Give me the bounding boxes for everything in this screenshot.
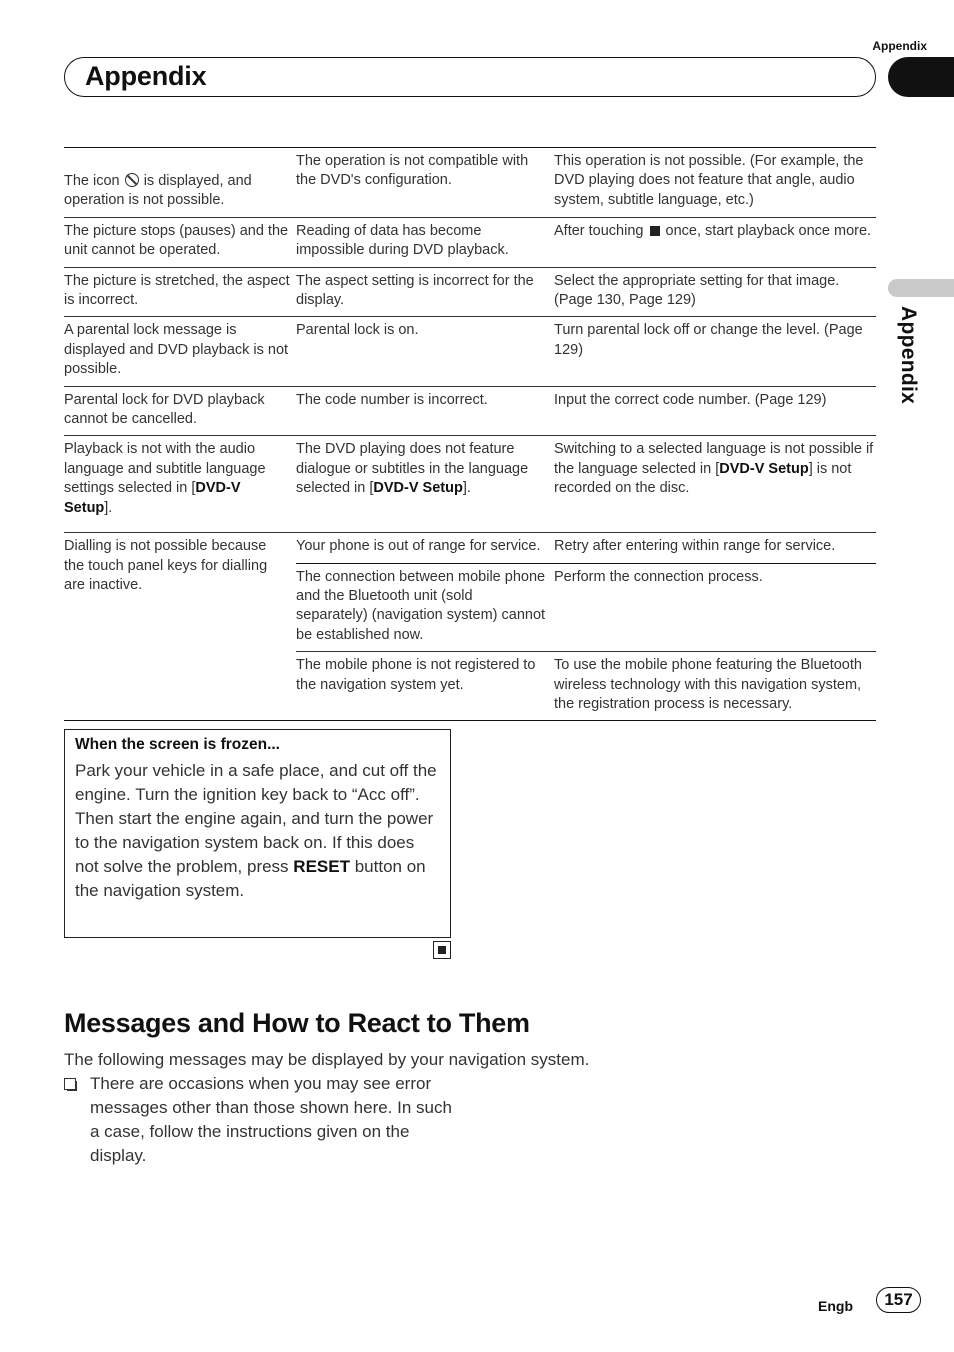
symptom-text: is displayed, and operation is not possible. (64, 173, 252, 209)
setting-name: DVD-V Setup (373, 480, 463, 497)
section-title: Messages and How to React to Them (64, 1008, 530, 1038)
table-row (64, 267, 876, 317)
chapter-title-bar (64, 57, 876, 97)
symptom-text: Playback is not with the audio language and subtitle language settings selected in [ (64, 441, 266, 497)
cause-cell: Parental lock is on. (296, 317, 554, 386)
cause-cell: Reading of data has become impossible during DVD playback. (296, 217, 554, 267)
symptom-text: ]. (104, 499, 113, 516)
notice-text: Park your vehicle in a safe place, and cut off the engine. Turn the ignition key back to “Acc off”. Then start the engine again, and turn the power to the navigation system back on. If this does not solve the problem, press (75, 761, 437, 876)
section-tab-marker (888, 279, 954, 297)
end-of-section-icon (433, 941, 451, 959)
action-text: Switching to a selected language is not possible if the language selected in [ (554, 441, 874, 477)
cause-text: The DVD playing does not feature dialogue or subtitles in the language selected in [ (296, 441, 529, 497)
cause-cell (296, 436, 554, 533)
symptom-cell (64, 148, 296, 218)
symptom-text: The icon (64, 173, 120, 189)
cause-cell: The mobile phone is not registered to the navigation system yet. (296, 652, 554, 721)
symptom-cell: Dialling is not possible because the touch panel keys for dialling are inactive. (64, 533, 296, 721)
side-section-label: Appendix (897, 306, 920, 405)
action-cell: Perform the connection process. (554, 563, 876, 652)
troubleshooting-table (64, 147, 876, 721)
setting-name: DVD-V Setup (719, 460, 809, 477)
notice-text: button on the navigation system. (75, 857, 426, 900)
cause-cell: The operation is not compatible with the DVD's configuration. (296, 148, 554, 218)
action-cell (554, 217, 876, 267)
running-head: Appendix (872, 39, 927, 53)
action-cell (554, 436, 876, 533)
cause-cell: The aspect setting is incorrect for the display. (296, 267, 554, 317)
frozen-screen-notice (64, 729, 451, 938)
action-cell: Input the correct code number. (Page 129) (554, 386, 876, 436)
cause-cell: The code number is incorrect. (296, 386, 554, 436)
action-cell: To use the mobile phone featuring the Bluetooth wireless technology with this navigation system, the registration process is necessary. (554, 652, 876, 721)
stop-square-icon (650, 226, 660, 236)
note-checkbox-icon (64, 1078, 76, 1090)
no-entry-icon (125, 173, 139, 187)
action-cell: This operation is not possible. (For example, the DVD playing does not feature that angle, audio system, subtitle language, etc.) (554, 148, 876, 218)
notice-heading: When the screen is frozen... (75, 736, 280, 753)
footer-language: Engb (818, 1298, 853, 1314)
action-cell: Turn parental lock off or change the level. (Page 129) (554, 317, 876, 386)
table-row (64, 217, 876, 267)
chapter-tab-marker (888, 57, 954, 97)
action-cell: Retry after entering within range for service. (554, 533, 876, 563)
note-item (64, 1072, 464, 1168)
action-text: ] is not recorded on the disc. (554, 460, 852, 497)
action-cell: Select the appropriate setting for that image. (Page 130, Page 129) (554, 267, 876, 317)
table-row (64, 533, 876, 563)
action-text: once, start playback once more. (665, 222, 872, 239)
symptom-cell: The picture stops (pauses) and the unit cannot be operated. (64, 217, 296, 267)
symptom-cell: Parental lock for DVD playback cannot be cancelled. (64, 386, 296, 436)
symptom-cell (64, 436, 296, 533)
chapter-title: Appendix (85, 61, 207, 91)
setting-name: DVD-V Setup (64, 480, 241, 516)
page-number: 157 (876, 1287, 921, 1313)
reset-label: RESET (293, 857, 350, 876)
symptom-cell: The picture is stretched, the aspect is incorrect. (64, 267, 296, 317)
action-text: After touching (554, 222, 644, 239)
symptom-cell: A parental lock message is displayed and DVD playback is not possible. (64, 317, 296, 386)
table-row (64, 148, 876, 218)
table-row (64, 386, 876, 436)
table-row (64, 317, 876, 386)
cause-cell: The connection between mobile phone and the Bluetooth unit (sold separately) (navigation system) cannot be established now. (296, 563, 554, 652)
section-intro: The following messages may be displayed by your navigation system. (64, 1050, 590, 1069)
note-text: There are occasions when you may see error messages other than those shown here. In such a case, follow the instructions given on the display. (90, 1074, 452, 1165)
notice-body (75, 759, 440, 903)
table-row (64, 436, 876, 533)
cause-cell: Your phone is out of range for service. (296, 533, 554, 563)
cause-text: ]. (462, 480, 471, 497)
